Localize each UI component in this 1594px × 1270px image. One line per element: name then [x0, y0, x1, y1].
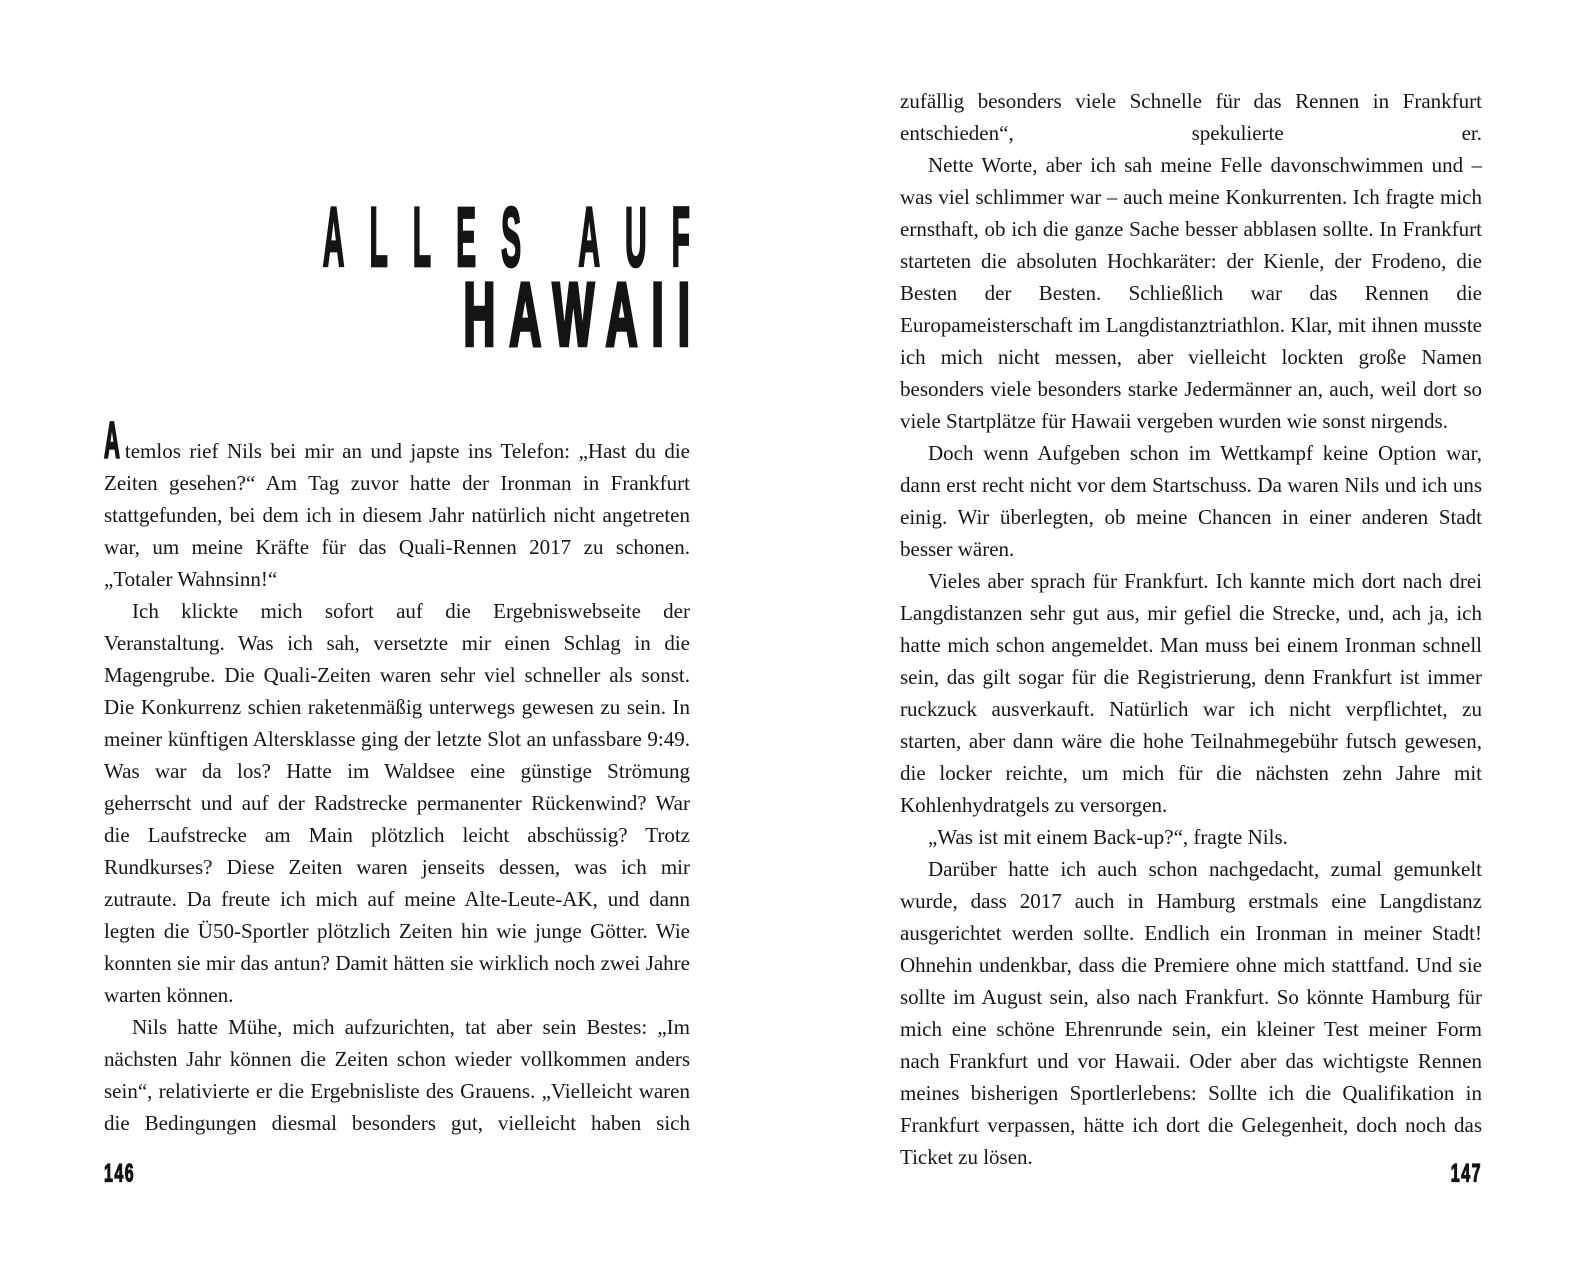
chapter-title-text-1: ALLES AUF	[322, 192, 715, 286]
body-paragraph: Doch wenn Aufgeben schon im Wettkampf keine Option war, dann erst recht nicht vor dem Startschuss. Da waren Nils und ich uns einig. Wir überlegten, ob meine Chancen in einer anderen Stadt besser wären.	[900, 441, 1482, 561]
chapter-title-line1	[322, 192, 715, 286]
page-number-right-text: 147	[1450, 1161, 1482, 1188]
body-paragraph: Vieles aber sprach für Frankfurt. Ich kannte mich dort nach drei Langdistanzen sehr gut aus, mir gefiel die Strecke, und, ach ja, ich hatte mich schon angemeldet. Man muss bei einem Ironman schnell sein, das gilt sogar für die Registrierung, denn Frankfurt ist immer ruckzuck ausverkauft. Natürlich war ich nicht verpflichtet, zu starten, aber dann wäre die hohe Teilnahmegebühr futsch gewesen, die locker reichte, um mich für die nächsten zehn Jahre mit Kohlenhydratgels zu versorgen.	[900, 569, 1482, 817]
body-paragraph: Ich klickte mich sofort auf die Ergebniswebseite der Veranstaltung. Was ich sah, versetzte mir einen Schlag in die Magengrube. Die Quali-Zeiten waren sehr viel schneller als sonst. Die Konkurrenz schien raketenmäßig unterwegs gewesen zu sein. In meiner künftigen Altersklasse ging der letzte Slot an unfassbare 9:49. Was war da los? Hatte im Waldsee eine günstige Strömung geherrscht und auf der Radstrecke permanenter Rückenwind? War die Laufstrecke am Main plötzlich leicht abschüssig? Trotz Rundkurses? Diese Zeiten waren jenseits dessen, was ich mir zutraute. Da freute ich mich auf meine Alte-Leute-AK, und dann legten die Ü50-Sportler plötzlich Zeiten hin wie junge Götter. Wie konnten sie mir das antun? Damit hätten sie wirklich noch zwei Jahre warten können.	[104, 599, 690, 1007]
right-page	[900, 0, 1482, 1270]
page-number-left	[104, 1161, 136, 1188]
drop-cap: A	[104, 411, 120, 470]
body-paragraph: Darüber hatte ich auch schon nachgedacht, zumal gemunkelt wurde, dass 2017 auch in Hamburg erstmals eine Langdistanz ausgerichtet werden sollte. Endlich ein Ironman in meiner Stadt! Ohnehin undenkbar, dass die Premiere ohne mich stattfand. Und sie sollte im August sein, also nach Frankfurt. So könnte Hamburg für mich eine schöne Ehrenrunde sein, ein kleiner Test meiner Form nach Frankfurt und vor Hawaii. Oder aber das wichtigste Rennen meines bisherigen Sportlerlebens: Sollte ich die Qualifikation in Frankfurt verpassen, hätte ich dort die Gelegenheit, doch noch das Ticket zu lösen.	[900, 857, 1482, 1169]
body-paragraph	[104, 411, 690, 595]
chapter-title-text-2: HAWAII	[463, 265, 704, 366]
body-paragraph: Nils hatte Mühe, mich aufzurichten, tat aber sein Bestes: „Im nächsten Jahr können die Zeiten schon wieder vollkommen anders sein“, relativierte er die Ergebnisliste des Grauens. „Vielleicht waren die Bedingungen diesmal besonders gut, vielleicht haben sich	[104, 1015, 690, 1135]
left-page-body	[104, 411, 690, 1139]
page-number-left-text: 146	[104, 1161, 136, 1188]
right-page-body	[900, 85, 1482, 1173]
body-paragraph: Nette Worte, aber ich sah meine Felle davonschwimmen und – was viel schlimmer war – auch meine Konkurrenten. Ich fragte mich ernsthaft, ob ich die ganze Sache besser abblasen sollte. In Frankfurt starteten die absoluten Hochkaräter: der Kienle, der Frodeno, die Besten der Besten. Schließlich war das Rennen die Europameisterschaft im Langdistanztriathlon. Klar, mit ihnen musste ich mich nicht messen, aber vielleicht lockten große Namen besonders viele besonders starke Jedermänner an, auch, weil dort so viele Startplätze für Hawaii vergeben wurden wie sonst nirgends.	[900, 153, 1482, 433]
paragraph-text: temlos rief Nils bei mir an und japste ins Telefon: „Hast du die Zeiten gesehen?“ Am Tag zuvor hatte der Ironman in Frankfurt stattgefunden, bei dem ich in diesem Jahr natürlich nicht angetreten war, um meine Kräfte für das Quali-Rennen 2017 zu schonen. „Totaler Wahnsinn!“	[104, 439, 690, 591]
chapter-title	[322, 192, 715, 366]
left-page	[104, 0, 715, 1270]
page-number-right	[1450, 1161, 1482, 1188]
body-paragraph: „Was ist mit einem Back-up?“, fragte Nils.	[928, 825, 1288, 849]
body-paragraph: zufällig besonders viele Schnelle für das Rennen in Frankfurt entschieden“, spekulierte er.	[900, 89, 1482, 145]
